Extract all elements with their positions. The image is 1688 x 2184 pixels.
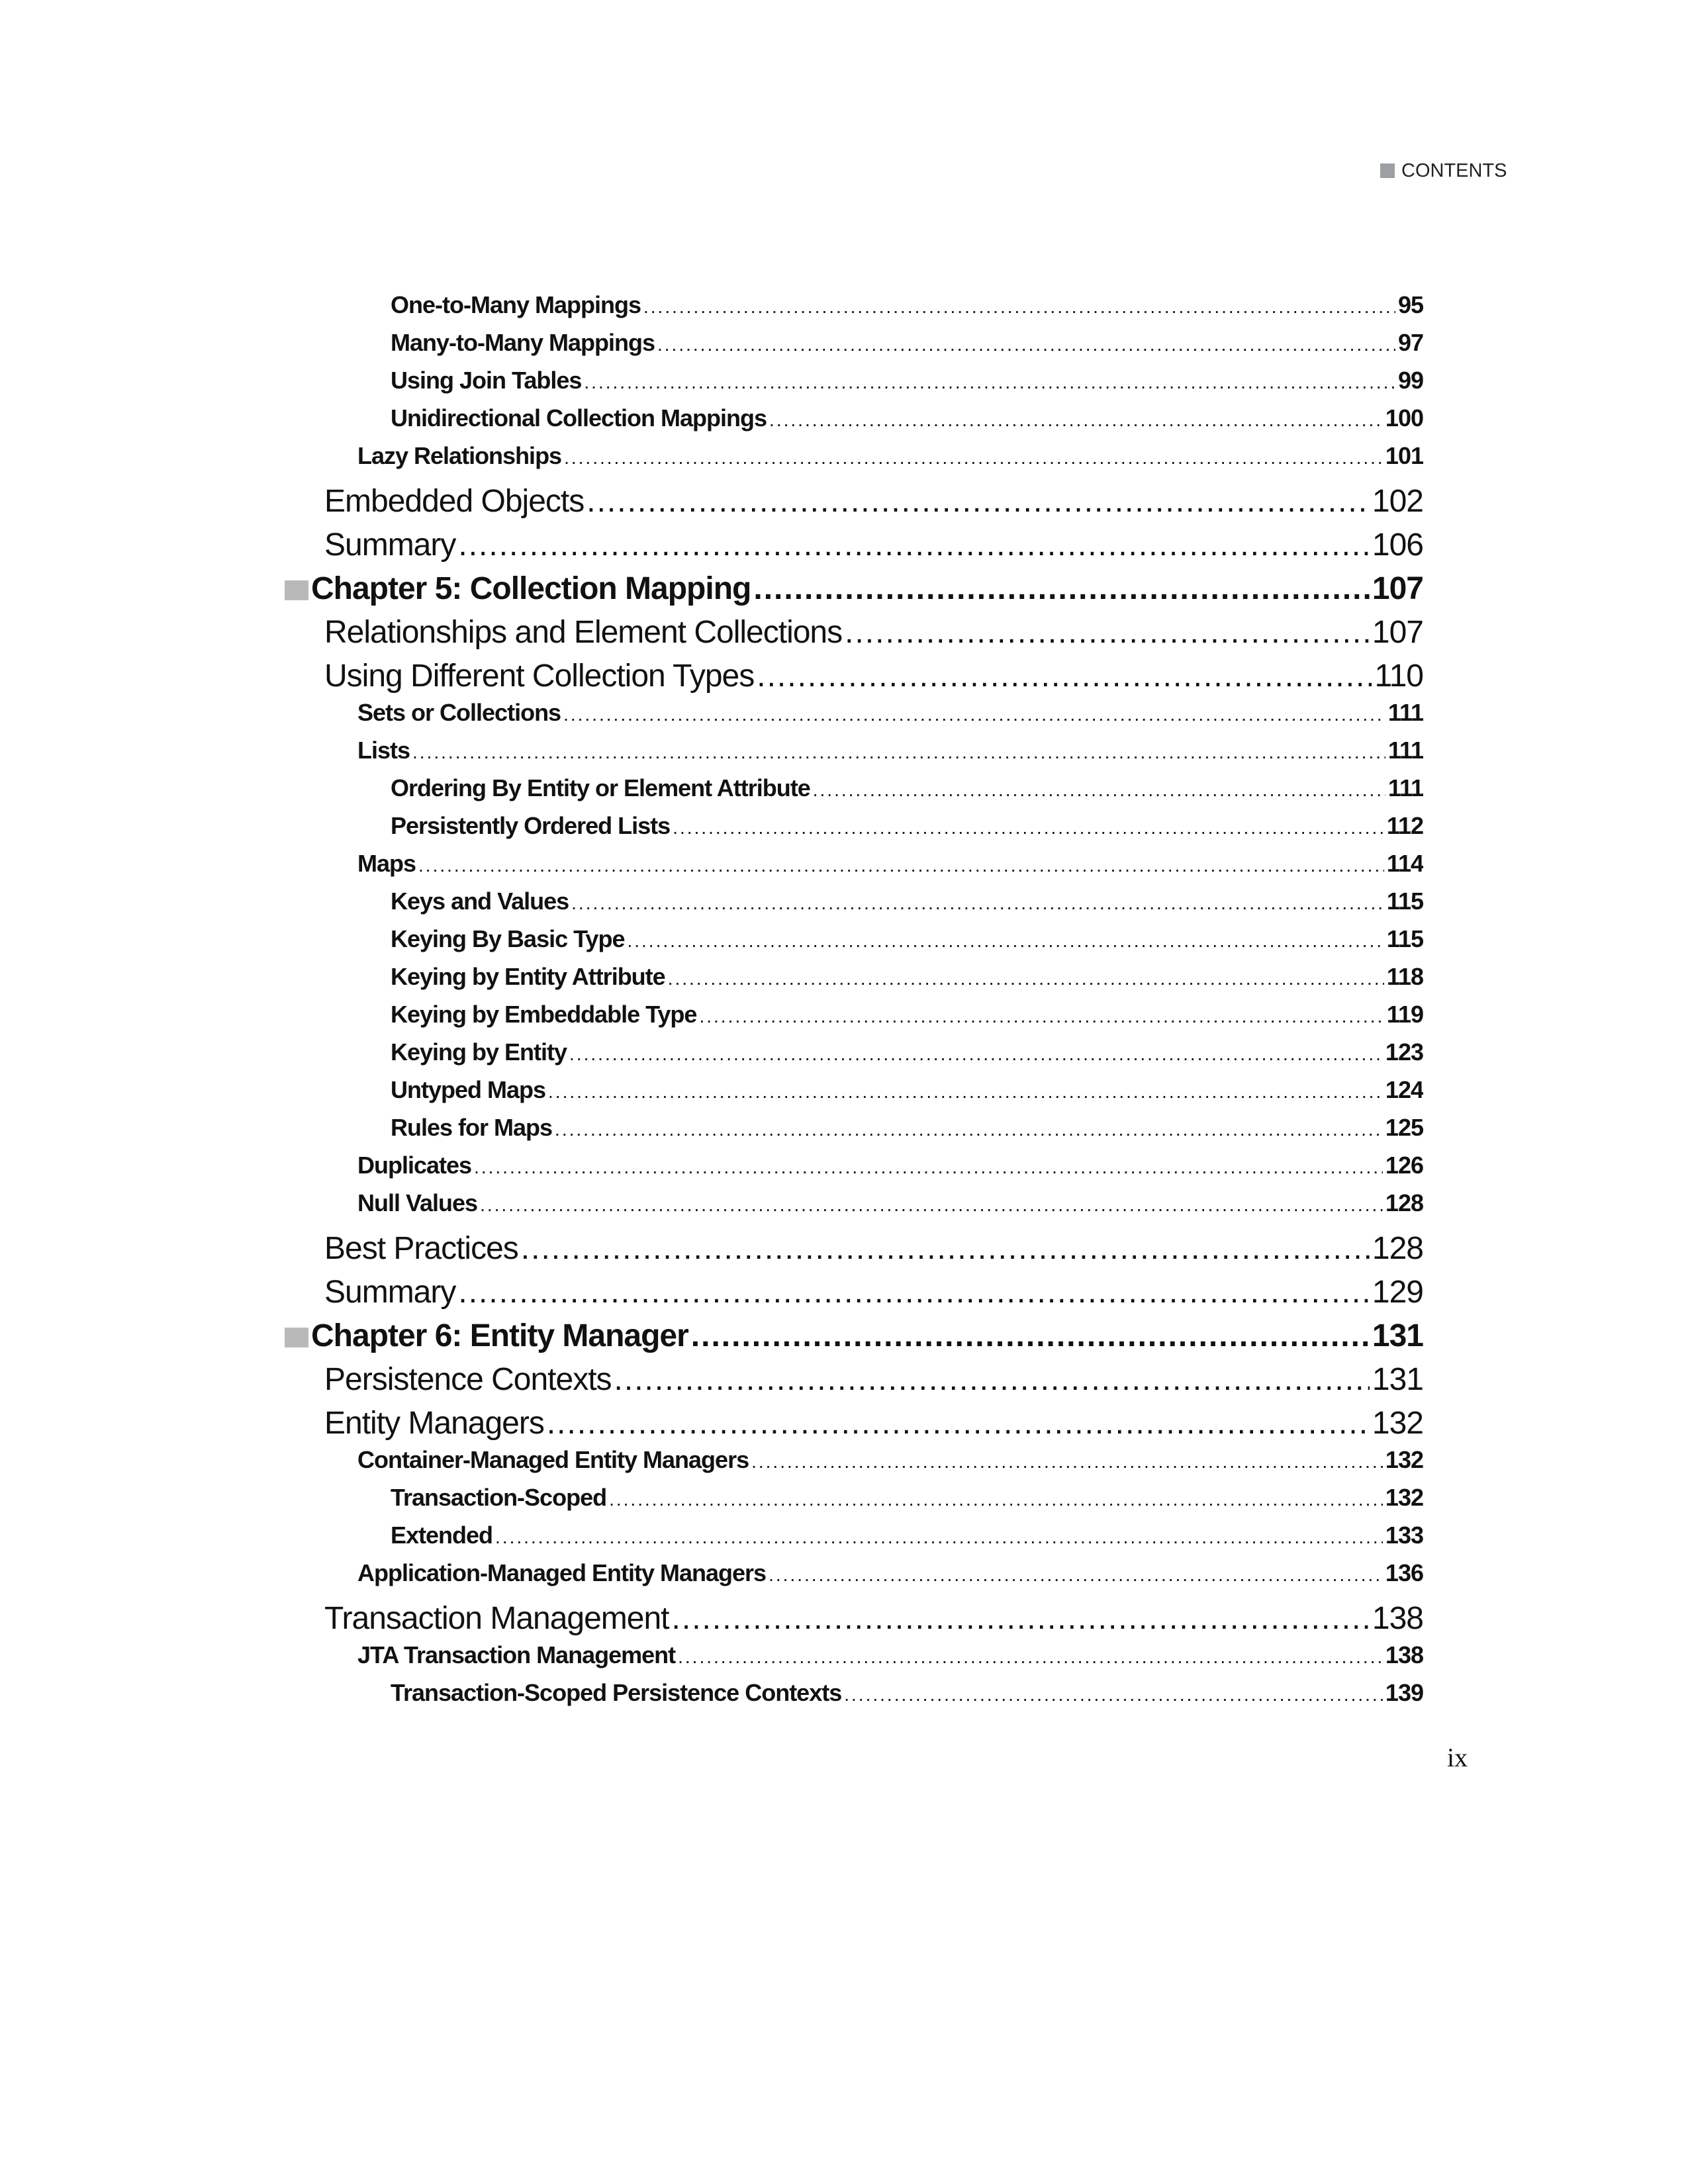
toc-entry-title: Sets or Collections: [357, 699, 561, 726]
dot-leader: [571, 893, 1384, 914]
dot-leader: [769, 410, 1383, 431]
toc-entry-page: 126: [1385, 1152, 1423, 1179]
toc-entry[interactable]: [285, 658, 1423, 694]
dot-leader: [672, 1600, 1370, 1637]
dot-leader: [627, 931, 1383, 952]
toc-entry-title: Keys and Values: [391, 887, 569, 915]
dot-leader: [569, 1044, 1383, 1065]
toc-entry-page: 100: [1385, 404, 1423, 432]
running-header-title: CONTENTS: [1401, 159, 1507, 181]
running-header: [1380, 158, 1507, 184]
dot-leader: [614, 1361, 1370, 1398]
toc-entry[interactable]: [285, 1038, 1423, 1066]
toc-entry[interactable]: [285, 887, 1423, 915]
dot-leader: [548, 1081, 1383, 1103]
dot-leader: [678, 1647, 1383, 1668]
dot-leader: [813, 780, 1385, 801]
dot-leader: [668, 968, 1384, 989]
toc-entry[interactable]: [285, 925, 1423, 953]
toc-entry-title: JTA Transaction Management: [357, 1641, 676, 1668]
toc-entry-page: 125: [1385, 1114, 1423, 1141]
dot-leader: [458, 527, 1370, 563]
toc-entry-page: 132: [1372, 1406, 1423, 1441]
toc-entry[interactable]: [285, 329, 1423, 357]
dot-leader: [699, 1006, 1383, 1027]
toc-entry-page: 131: [1372, 1318, 1423, 1353]
toc-entry-page: 97: [1397, 329, 1423, 356]
dot-leader: [757, 658, 1372, 694]
toc-entry-page: 128: [1372, 1231, 1423, 1266]
toc-entry[interactable]: [285, 699, 1423, 727]
toc-entry-title: Duplicates: [357, 1152, 472, 1179]
toc-entry-title: Chapter 5: Collection Mapping: [311, 571, 751, 606]
toc-entry-title: One-to-Many Mappings: [391, 291, 641, 318]
dot-leader: [555, 1119, 1383, 1140]
toc-entry-page: 107: [1372, 615, 1423, 650]
toc-entry-page: 128: [1385, 1189, 1423, 1216]
toc-entry[interactable]: [285, 404, 1423, 432]
dot-leader: [844, 1684, 1383, 1706]
toc-entry-page: 106: [1372, 527, 1423, 563]
toc-entry-page: 138: [1372, 1601, 1423, 1636]
dot-leader: [753, 570, 1370, 607]
toc-entry[interactable]: [285, 527, 1423, 563]
section-marker-icon: [1380, 163, 1395, 178]
toc-entry[interactable]: [285, 1405, 1423, 1441]
toc-entry-page: 119: [1386, 1001, 1423, 1028]
dot-leader: [586, 483, 1370, 520]
toc-entry-page: 101: [1385, 442, 1423, 469]
toc-entry-page: 131: [1372, 1362, 1423, 1397]
toc-entry[interactable]: [285, 1189, 1423, 1217]
toc-entry[interactable]: [285, 1230, 1423, 1267]
toc-entry-page: 114: [1386, 850, 1423, 877]
toc-entry[interactable]: [285, 1641, 1423, 1669]
dot-leader: [458, 1274, 1370, 1310]
toc-entry-title: Extended: [391, 1522, 493, 1549]
toc-entry-title: Keying by Entity Attribute: [391, 963, 665, 990]
dot-leader: [521, 1230, 1370, 1267]
toc-entry-title: Untyped Maps: [391, 1076, 546, 1103]
toc-entry-page: 133: [1385, 1522, 1423, 1549]
toc-entry[interactable]: [285, 614, 1423, 651]
toc-entry-title: Keying by Entity: [391, 1038, 567, 1066]
toc-entry-title: Application-Managed Entity Managers: [357, 1559, 767, 1586]
toc-entry-page: 132: [1385, 1446, 1423, 1473]
dot-leader: [769, 1565, 1383, 1586]
toc-entry-title: Relationships and Element Collections: [324, 615, 843, 650]
toc-entry[interactable]: [285, 367, 1423, 394]
toc-entry[interactable]: [285, 737, 1423, 764]
chapter-marker-icon: [285, 580, 308, 600]
toc-entry-page: 99: [1397, 367, 1423, 394]
toc-chapter-entry[interactable]: [285, 570, 1423, 607]
dot-leader: [673, 817, 1384, 839]
toc-entry-page: 111: [1387, 737, 1423, 764]
toc-entry[interactable]: [285, 442, 1423, 470]
dot-leader: [495, 1527, 1383, 1548]
toc-entry-title: Chapter 6: Entity Manager: [311, 1318, 688, 1353]
toc-entry[interactable]: [285, 850, 1423, 878]
toc-entry-page: 102: [1372, 484, 1423, 519]
toc-entry-title: Embedded Objects: [324, 484, 585, 519]
toc-entry[interactable]: [285, 1522, 1423, 1549]
toc-entry-page: 118: [1386, 963, 1423, 990]
toc-entry[interactable]: [285, 1274, 1423, 1310]
toc-entry-page: 138: [1385, 1641, 1423, 1668]
toc-entry-page: 107: [1372, 571, 1423, 606]
toc-entry-title: Summary: [324, 527, 456, 563]
toc-entry[interactable]: [285, 774, 1423, 802]
toc-entry-page: 115: [1386, 925, 1423, 952]
toc-entry-title: Lazy Relationships: [357, 442, 562, 469]
toc-entry-title: Keying By Basic Type: [391, 925, 625, 952]
toc-entry-title: Transaction Management: [324, 1601, 669, 1636]
toc-entry-title: Container-Managed Entity Managers: [357, 1446, 749, 1473]
toc-entry-page: 111: [1387, 774, 1423, 801]
toc-entry-title: Transaction-Scoped Persistence Contexts: [391, 1679, 842, 1706]
toc-chapter-entry[interactable]: [285, 1318, 1423, 1354]
dot-leader: [564, 447, 1383, 469]
dot-leader: [474, 1157, 1383, 1178]
toc-entry-title: Entity Managers: [324, 1406, 544, 1441]
toc-entry[interactable]: [285, 1152, 1423, 1179]
toc-entry-title: Persistently Ordered Lists: [391, 812, 671, 839]
toc-entry[interactable]: [285, 1076, 1423, 1104]
toc-entry[interactable]: [285, 1361, 1423, 1398]
toc-entry-page: 111: [1387, 699, 1423, 726]
dot-leader: [643, 296, 1395, 318]
toc-entry[interactable]: [285, 963, 1423, 991]
toc-entry[interactable]: [285, 1559, 1423, 1587]
chapter-marker-icon: [285, 1328, 308, 1347]
toc-entry-title: Rules for Maps: [391, 1114, 553, 1141]
toc-entry-title: Best Practices: [324, 1231, 518, 1266]
toc-entry-title: Summary: [324, 1275, 456, 1310]
toc-entry[interactable]: [285, 1446, 1423, 1474]
toc-entry[interactable]: [285, 1484, 1423, 1512]
toc-entry-title: Using Different Collection Types: [324, 659, 755, 694]
toc-entry-title: Keying by Embeddable Type: [391, 1001, 697, 1028]
dot-leader: [751, 1451, 1383, 1473]
toc-entry-title: Many-to-Many Mappings: [391, 329, 655, 356]
toc-entry[interactable]: [285, 291, 1423, 319]
toc-entry-title: Null Values: [357, 1189, 478, 1216]
toc-entry[interactable]: [285, 483, 1423, 520]
toc-entry[interactable]: [285, 1114, 1423, 1142]
toc-entry-title: Using Join Tables: [391, 367, 582, 394]
toc-entry[interactable]: [285, 1001, 1423, 1028]
toc-entry[interactable]: [285, 812, 1423, 840]
toc-entry-title: Maps: [357, 850, 416, 877]
toc-entry-page: 136: [1385, 1559, 1423, 1586]
dot-leader: [480, 1195, 1383, 1216]
toc-entry[interactable]: [285, 1679, 1423, 1707]
toc-entry-title: Transaction-Scoped: [391, 1484, 607, 1511]
toc-entry-title: Ordering By Entity or Element Attribute: [391, 774, 810, 801]
toc-entry-page: 123: [1385, 1038, 1423, 1066]
dot-leader: [563, 704, 1385, 725]
dot-leader: [845, 614, 1370, 651]
dot-leader: [412, 742, 1385, 763]
toc-entry-title: Unidirectional Collection Mappings: [391, 404, 767, 432]
toc-entry-page: 129: [1372, 1275, 1423, 1310]
toc-entry-page: 95: [1397, 291, 1423, 318]
dot-leader: [584, 372, 1395, 393]
toc-entry-title: Persistence Contexts: [324, 1362, 612, 1397]
toc-entry-page: 112: [1386, 812, 1423, 839]
toc-entry-page: 139: [1385, 1679, 1423, 1706]
dot-leader: [609, 1489, 1383, 1510]
dot-leader: [691, 1318, 1370, 1354]
dot-leader: [418, 855, 1384, 876]
dot-leader: [657, 334, 1395, 355]
toc-entry-page: 110: [1374, 659, 1423, 694]
toc-entry-page: 132: [1385, 1484, 1423, 1511]
toc-entry-page: 115: [1386, 887, 1423, 915]
toc-entry-title: Lists: [357, 737, 410, 764]
page-number: ix: [1447, 1743, 1468, 1772]
toc-entry[interactable]: [285, 1600, 1423, 1637]
dot-leader: [547, 1405, 1370, 1441]
toc-entry-page: 124: [1385, 1076, 1423, 1103]
